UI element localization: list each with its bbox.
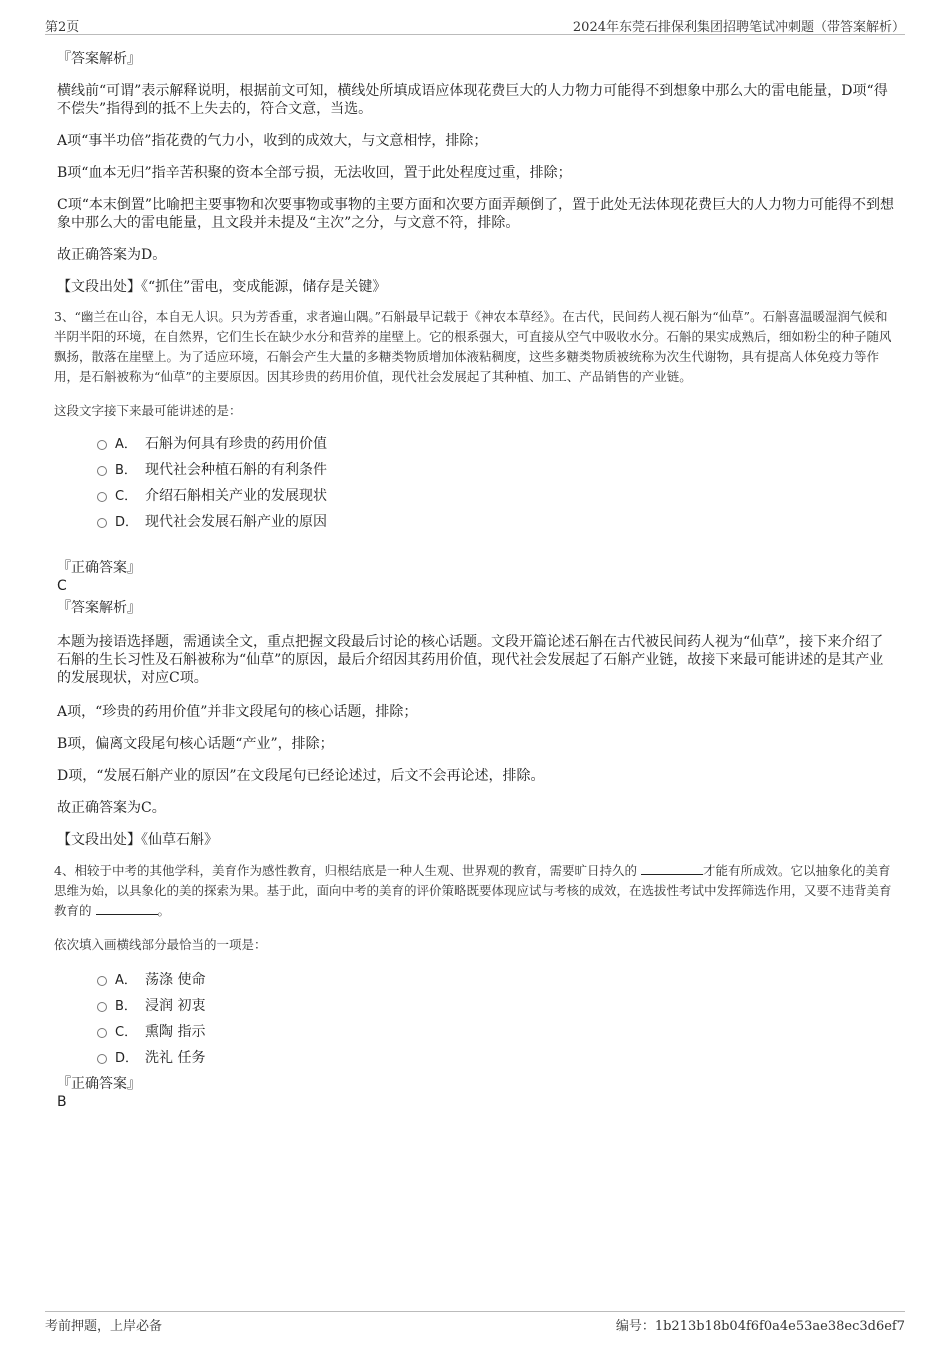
question-prompt: 这段文字接下来最可能讲述的是： — [54, 403, 242, 418]
source-citation: 【文段出处】《“抓住”雷电，变成能源，储存是关键》 — [57, 279, 387, 295]
analysis-conclusion: 故正确答案为C。 — [57, 800, 166, 816]
answer-label: 『正确答案』 — [57, 560, 141, 576]
radio-icon[interactable] — [97, 976, 107, 986]
analysis-paragraph: C项“本末倒置”比喻把主要事物和次要事物或事物的主要方面和次要方面弄颠倒了，置于此处无法体现花费巨大的人力物力可能得不到想象中那么大的雷电能量，且文段并未提及“主次”之分，与文意不符，排除。 — [57, 197, 895, 231]
option-a[interactable]: A． 荡涤 使命 — [57, 967, 895, 993]
fill-blank — [641, 862, 703, 875]
analysis-paragraph: B项“血本无归”指辛苦积聚的资本全部亏损，无法收回，置于此处程度过重，排除； — [57, 165, 572, 181]
question-stem: 3、“幽兰在山谷，本自无人识。只为芳香重，求者遍山隅。”石斛最早记载于《神农本草经》。在古代，民间药人视石斛为“仙草”。石斛喜温暖湿润气候和半阴半阳的环境，在自然界，它们生长在缺少水分和营养的崖壁上。它的根系强大，可直接从空气中吸收水分。石斛的果实成熟后，细如粉尘的种子随风飘扬，散落在崖壁上。为了适应环境，石斛会产生大量的多糖类物质增加体液粘稠度，这些多糖类物质被统称为次生代谢物，具有提高人体免疫力等作用，是石斛被称为“仙草”的主要原因。因其珍贵的药用价值，现代社会发展起了其种植、加工、产品销售的产业链。 — [54, 309, 892, 384]
analysis-paragraph: A项“事半功倍”指花费的气力小，收到的成效大，与文意相悖，排除； — [57, 133, 488, 149]
radio-icon[interactable] — [97, 1028, 107, 1038]
analysis-conclusion: 故正确答案为D。 — [57, 247, 167, 263]
option-b[interactable]: B． 现代社会种植石斛的有利条件 — [57, 457, 895, 483]
radio-icon[interactable] — [97, 492, 107, 502]
page-footer — [45, 1311, 905, 1334]
correct-answer: B — [57, 1094, 67, 1110]
analysis-paragraph: D项，“发展石斛产业的原因”在文段尾句已经论述过，后文不会再论述，排除。 — [57, 768, 545, 784]
document-body — [54, 44, 895, 1111]
question-stem: 4、相较于中考的其他学科，美育作为感性教育，归根结底是一种人生观、世界观的教育，需要旷日持久的 才能有所成效。它以抽象化的美育思维为始，以具象化的美的探索为果。基于此，面向中考的美育的评价策略既要体现应试与考核的成效，在选拔性考试中发挥筛选作用，又要不违背美育教育的 。 — [54, 863, 892, 918]
analysis-paragraph: B项，偏离文段尾句核心话题“产业”，排除； — [57, 736, 334, 752]
fill-blank — [96, 902, 158, 915]
source-citation: 【文段出处】《仙草石斛》 — [57, 832, 218, 848]
option-d[interactable]: D． 现代社会发展石斛产业的原因 — [57, 509, 895, 535]
option-d[interactable]: D． 洗礼 任务 — [57, 1045, 895, 1071]
option-list — [57, 431, 895, 535]
footer-slogan: 考前押题，上岸必备 — [45, 1319, 163, 1334]
analysis-paragraph: A项，“珍贵的药用价值”并非文段尾句的核心话题，排除； — [57, 704, 418, 720]
analysis-label: 『答案解析』 — [57, 600, 141, 616]
analysis-label: 『答案解析』 — [57, 51, 141, 67]
correct-answer: C — [57, 578, 67, 594]
page-header — [45, 14, 905, 35]
page-number: 第2页 — [45, 20, 80, 35]
radio-icon[interactable] — [97, 466, 107, 476]
document-title: 2024年东莞石排保利集团招聘笔试冲刺题（带答案解析） — [572, 20, 905, 35]
analysis-paragraph: 横线前“可谓”表示解释说明，根据前文可知，横线处所填成语应体现花费巨大的人力物力可能得不到想象中那么大的雷电能量，D项“得不偿失”指得到的抵不上失去的，符合文意，当选。 — [57, 83, 888, 117]
option-a[interactable]: A． 石斛为何具有珍贵的药用价值 — [57, 431, 895, 457]
option-c[interactable]: C． 熏陶 指示 — [57, 1019, 895, 1045]
question-prompt: 依次填入画横线部分最恰当的一项是： — [54, 937, 267, 952]
analysis-paragraph: 本题为接语选择题，需通读全文，重点把握文段最后讨论的核心话题。文段开篇论述石斛在古代被民间药人视为“仙草”，接下来介绍了石斛的生长习性及石斛被称为“仙草”的原因，最后介绍因其药用价值，现代社会发展起了石斛产业链，故接下来最可能讲述的是其产业的发展现状，对应C项。 — [57, 634, 884, 686]
option-list — [57, 967, 895, 1071]
radio-icon[interactable] — [97, 1002, 107, 1012]
radio-icon[interactable] — [97, 518, 107, 528]
document-id: 编号：1b213b18b04f6f0a4e53ae38ec3d6ef7 — [615, 1319, 905, 1334]
radio-icon[interactable] — [97, 1054, 107, 1064]
radio-icon[interactable] — [97, 440, 107, 450]
option-b[interactable]: B． 浸润 初衷 — [57, 993, 895, 1019]
answer-label: 『正确答案』 — [57, 1076, 141, 1092]
option-c[interactable]: C． 介绍石斛相关产业的发展现状 — [57, 483, 895, 509]
